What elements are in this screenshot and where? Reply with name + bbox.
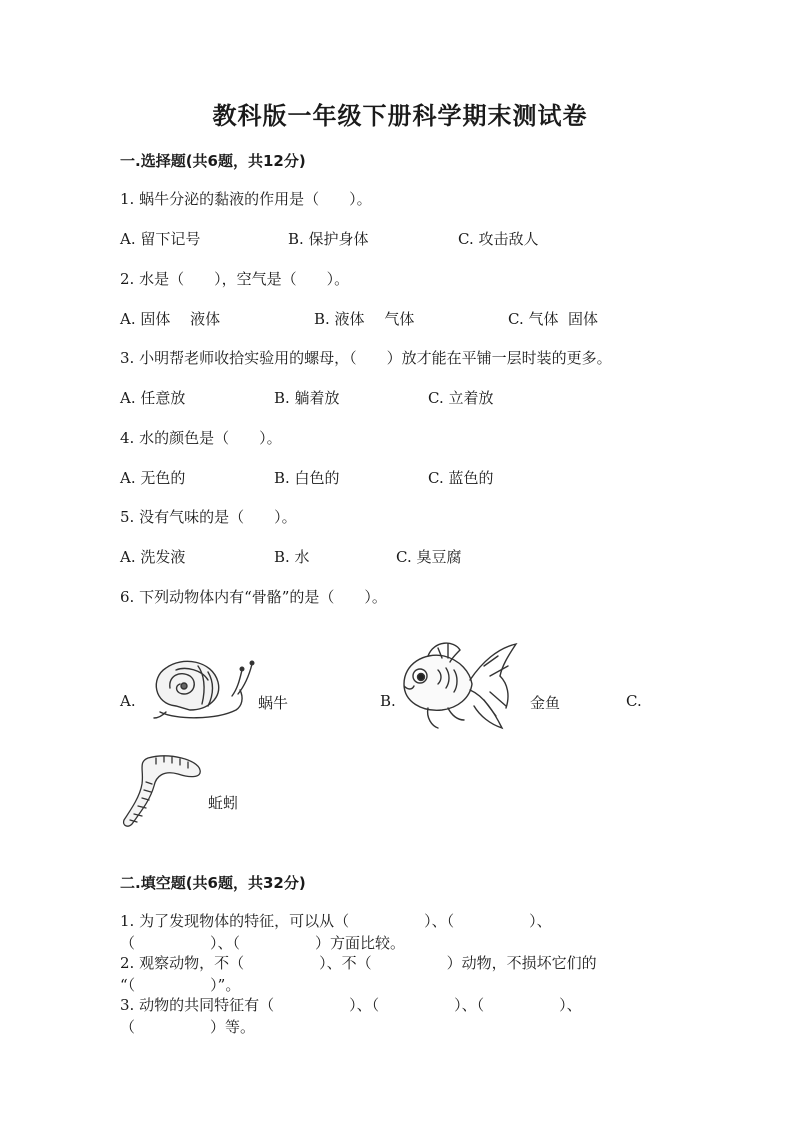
option-4c: C. 蓝色的: [428, 469, 494, 487]
option-2b: B. 液体 气体: [314, 310, 415, 328]
question-1: 1. 蜗牛分泌的黏液的作用是（ ）。: [120, 190, 372, 208]
choice-c-letter: C.: [626, 692, 642, 710]
question-4: 4. 水的颜色是（ ）。: [120, 429, 282, 447]
choice-c-name: 蚯蚓: [208, 794, 239, 812]
option-1c: C. 攻击敌人: [458, 230, 539, 248]
question-3: 3. 小明帮老师收拾实验用的螺母，（ ）放才能在平铺一层时装的更多。: [120, 349, 612, 367]
option-5b: B. 水: [274, 548, 310, 566]
choice-b-letter: B.: [380, 692, 396, 710]
fill-line-6: （ ）等。: [120, 1018, 256, 1036]
option-4b: B. 白色的: [274, 469, 340, 487]
option-5c: C. 臭豆腐: [396, 548, 462, 566]
option-2a: A. 固体 液体: [120, 310, 221, 328]
snail-icon: [146, 648, 256, 726]
option-1a: A. 留下记号: [120, 230, 201, 248]
fill-line-1: 1. 为了发现物体的特征，可以从（ ）、（ ）、: [120, 912, 552, 930]
fill-line-2: （ ）、（ ）方面比较。: [120, 934, 406, 952]
fill-line-4: “（ ）”。: [120, 976, 241, 994]
question-5: 5. 没有气味的是（ ）。: [120, 508, 297, 526]
goldfish-icon: [398, 636, 520, 732]
option-3a: A. 任意放: [120, 389, 186, 407]
option-3b: B. 躺着放: [274, 389, 340, 407]
question-2: 2. 水是（ ），空气是（ ）。: [120, 270, 350, 288]
option-3c: C. 立着放: [428, 389, 494, 407]
option-1b: B. 保护身体: [288, 230, 369, 248]
page-title: 教科版一年级下册科学期末测试卷: [212, 102, 588, 130]
section-heading-fill: 二.填空题(共6题，共32分): [120, 874, 306, 892]
choice-a-name: 蜗牛: [258, 694, 289, 712]
choice-b-name: 金鱼: [530, 694, 561, 712]
earthworm-icon: [120, 752, 208, 830]
option-5a: A. 洗发液: [120, 548, 186, 566]
fill-line-5: 3. 动物的共同特征有（ ）、（ ）、（ ）、: [120, 996, 582, 1014]
choice-a-letter: A.: [120, 692, 136, 710]
question-6: 6. 下列动物体内有“骨骼”的是（ ）。: [120, 588, 387, 606]
section-heading-choice: 一.选择题(共6题，共12分): [120, 152, 306, 170]
option-2c: C. 气体 固体: [508, 310, 599, 328]
option-4a: A. 无色的: [120, 469, 186, 487]
fill-line-3: 2. 观察动物，不（ ）、不（ ）动物，不损坏它们的: [120, 954, 597, 972]
